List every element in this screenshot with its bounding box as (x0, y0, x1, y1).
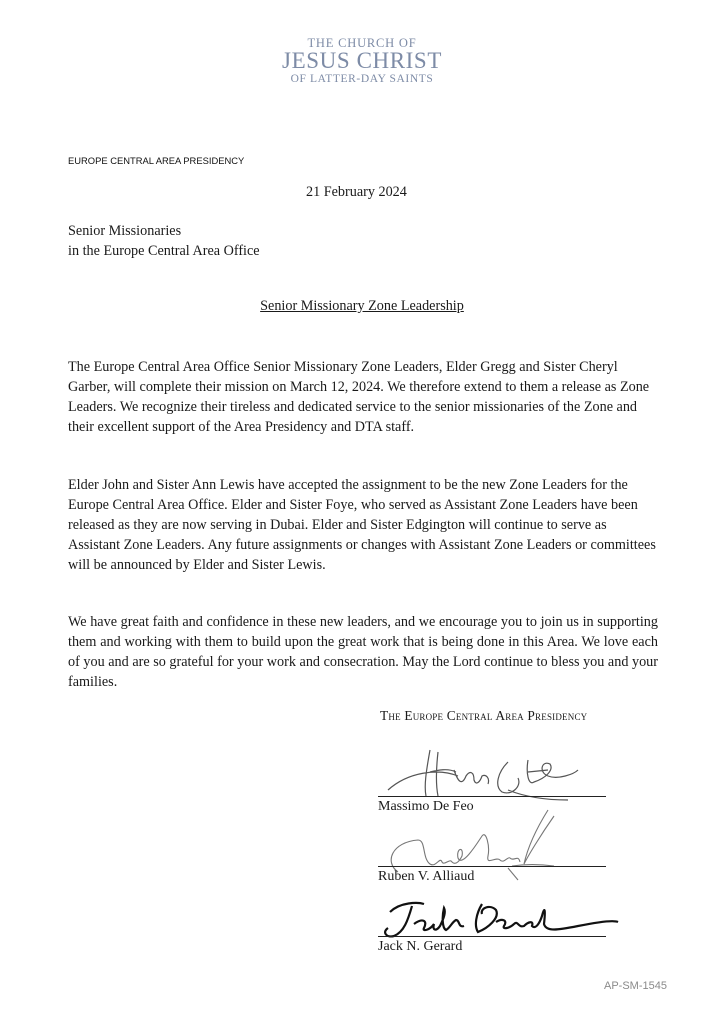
letterhead-line-2: JESUS CHRIST (282, 48, 442, 73)
signature-block (378, 898, 606, 962)
letter-date: 21 February 2024 (306, 184, 407, 200)
closing-signature-heading: The Europe Central Area Presidency (380, 708, 588, 723)
signatory-name: Jack N. Gerard (378, 939, 463, 954)
body-paragraph: We have great faith and confidence in these new leaders, and we encourage you to join us in supporting them and working with them to build upon the great work that is being done in this Area. We love each of you and are so grateful for your work and consecration. May the Lord continue to bless you and your families. (68, 614, 658, 690)
church-letterhead-logo (0, 36, 724, 86)
recipient-line-2: in the Europe Central Area Office (68, 243, 260, 259)
signatory-name: Ruben V. Alliaud (378, 869, 475, 884)
recipient-block (68, 221, 260, 261)
signature-block (378, 806, 606, 888)
recipient-line-1: Senior Missionaries (68, 223, 182, 239)
signatory-name: Massimo De Feo (378, 799, 474, 814)
letterhead-line-3: OF LATTER-DAY SAINTS (290, 73, 434, 85)
letterhead-line-1: THE CHURCH OF (307, 36, 417, 50)
body-paragraph: Elder John and Sister Ann Lewis have accepted the assignment to be the new Zone Leaders for the Europe Central Area Office. Elder and Sister Foye, who served as Assistant Zone Leaders have been released as they are now serving in Dubai. Elder and Sister Edgington will continue to serve as Assistant Zone Leaders. Any future assignments or changes with Assistant Zone Leaders or committees will be announced by Elder and Sister Lewis. (68, 477, 656, 573)
department-heading: EUROPE CENTRAL AREA PRESIDENCY (68, 155, 245, 166)
subject-text: Senior Missionary Zone Leadership (260, 298, 464, 314)
subject-line (0, 298, 724, 315)
signature-gerard-icon (378, 898, 628, 944)
body-paragraph: The Europe Central Area Office Senior Missionary Zone Leaders, Elder Gregg and Sister Cheryl Garber, will complete their mission on March 12, 2024. We therefore extend to them a release as Zone Leaders. We recognize their tireless and dedicated service to the senior missionaries of the Zone and their excellent support of the Area Presidency and DTA staff. (68, 359, 650, 435)
document-id: AP-SM-1545 (604, 980, 667, 992)
